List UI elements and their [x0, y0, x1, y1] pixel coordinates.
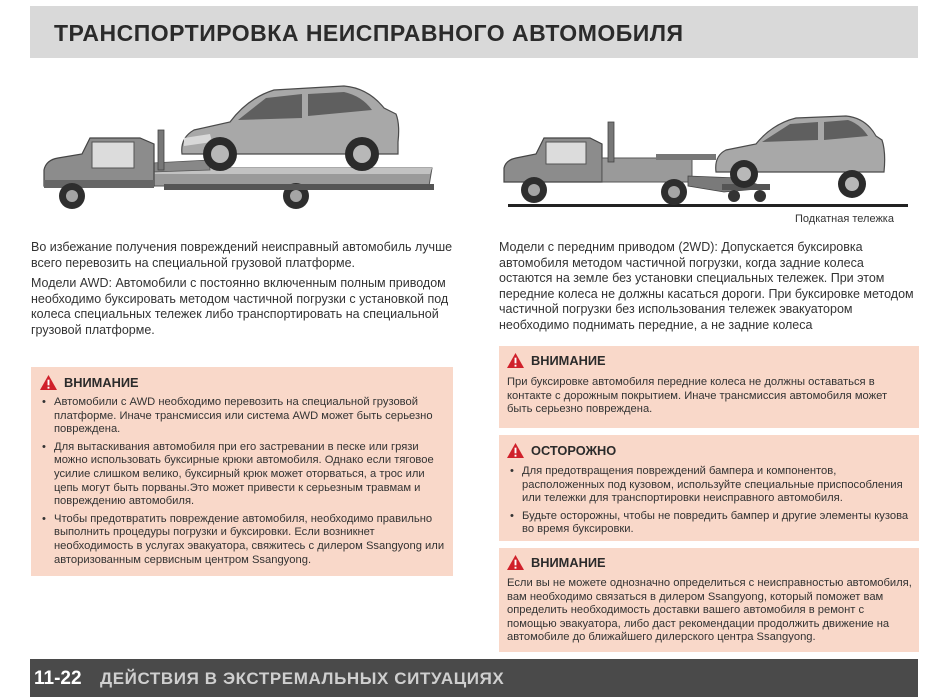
caution-title: ОСТОРОЖНО [531, 443, 617, 458]
paragraph: Модели с передним приводом (2WD): Допускается буксировка автомобиля методом частичной погрузки, когда задние колеса остаются на земле без установки специальных тележек. При этом передние колеса не должны касаться дороги. При буксировке методом частичной погрузки без использования тележек эвакуатором необходимо поднимать передние, а не задние колеса [499, 240, 914, 332]
flatbed-truck-illustration [34, 68, 444, 218]
warning-title: ВНИМАНИЕ [531, 555, 606, 570]
footer-bar [30, 659, 918, 697]
warning-body [507, 376, 913, 417]
caution-body [507, 465, 913, 541]
page-title: ТРАНСПОРТИРОВКА НЕИСПРАВНОГО АВТОМОБИЛЯ [54, 20, 684, 46]
warning-body [507, 577, 913, 645]
warning-title: ВНИМАНИЕ [64, 375, 139, 390]
paragraph: Во избежание получения повреждений неисправный автомобиль лучше всего перевозить на специальной грузовой платформе. [31, 240, 453, 270]
caution-box [499, 435, 919, 541]
paragraph: Модели AWD: Автомобили с постоянно включенным полным приводом необходимо буксировать методом частичной погрузки с установкой под колеса специальных тележек либо транспортировать на специальной грузовой платформе. [31, 276, 449, 337]
warning-triangle-icon [506, 352, 525, 369]
right-column [499, 240, 919, 334]
section-title: ДЕЙСТВИЯ В ЭКСТРЕМАЛЬНЫХ СИТУАЦИЯХ [100, 669, 505, 688]
page-number: 11-22 [34, 668, 82, 689]
header-bar [30, 6, 918, 58]
warning-header [39, 374, 139, 391]
warning-triangle-icon [506, 442, 525, 459]
wheel-lift-truck-illustration [498, 96, 913, 216]
dolly-caption: Подкатная тележка [795, 213, 894, 225]
warning-box [499, 548, 919, 652]
warning-text: Если вы не можете однозначно определиться с неисправностью автомобиля, вам необходимо связаться в дилером Ssangyong, который поможет вам определить необходимость доставки вашего автомобиля в ремонт с помощью эвакуатора, либо даст рекомендации продолжить движение на автомобиле до ближайшего дилерского центра Ssangyong. [507, 577, 912, 644]
list-item: • Автомобили с AWD необходимо перевозить на специальной грузовой платформе. Иначе трансмиссия или система AWD может быть серьезно повреждена. [39, 396, 447, 437]
list-item: • Для вытаскивания автомобиля при его застревании в песке или грязи можно использовать буксирные крюки автомобиля. Однако если тяговое усилие слишком велико, буксирный крюк может оторваться, а трос или цепь могут быть порваны.Это может привести к серьезным травмам и повреждению автомобиля. [39, 441, 447, 509]
warning-box [31, 367, 453, 576]
left-column [31, 240, 453, 339]
warning-title: ВНИМАНИЕ [531, 353, 606, 368]
list-item: • Будьте осторожны, чтобы не повредить бампер и другие элементы кузова во время буксировки. [507, 510, 913, 537]
warning-text: При буксировке автомобиля передние колеса не должны оставаться в контакте с дорожным покрытием. Иначе трансмиссия автомобиля может быть серьезно повреждена. [507, 376, 888, 416]
list-item: • Для предотвращения повреждений бампера и компонентов, расположенных под кузовом, используйте специальные приспособления или тележки для транспортировки неисправного автомобиля. [507, 465, 913, 506]
warning-triangle-icon [39, 374, 58, 391]
caution-header [506, 442, 616, 459]
warning-header [506, 352, 606, 369]
list-item: • Чтобы предотвратить повреждение автомобиля, необходимо правильно выполнить процедуры погрузки и буксировки. Если возникнет необходимость в услугах эвакуатора, свяжитесь с дилером Ssangyong или авторизованным сервисным центром Ssangyong. [39, 513, 447, 567]
warning-body [39, 396, 447, 571]
warning-box [499, 346, 919, 428]
warning-triangle-icon [506, 554, 525, 571]
warning-header [506, 554, 606, 571]
